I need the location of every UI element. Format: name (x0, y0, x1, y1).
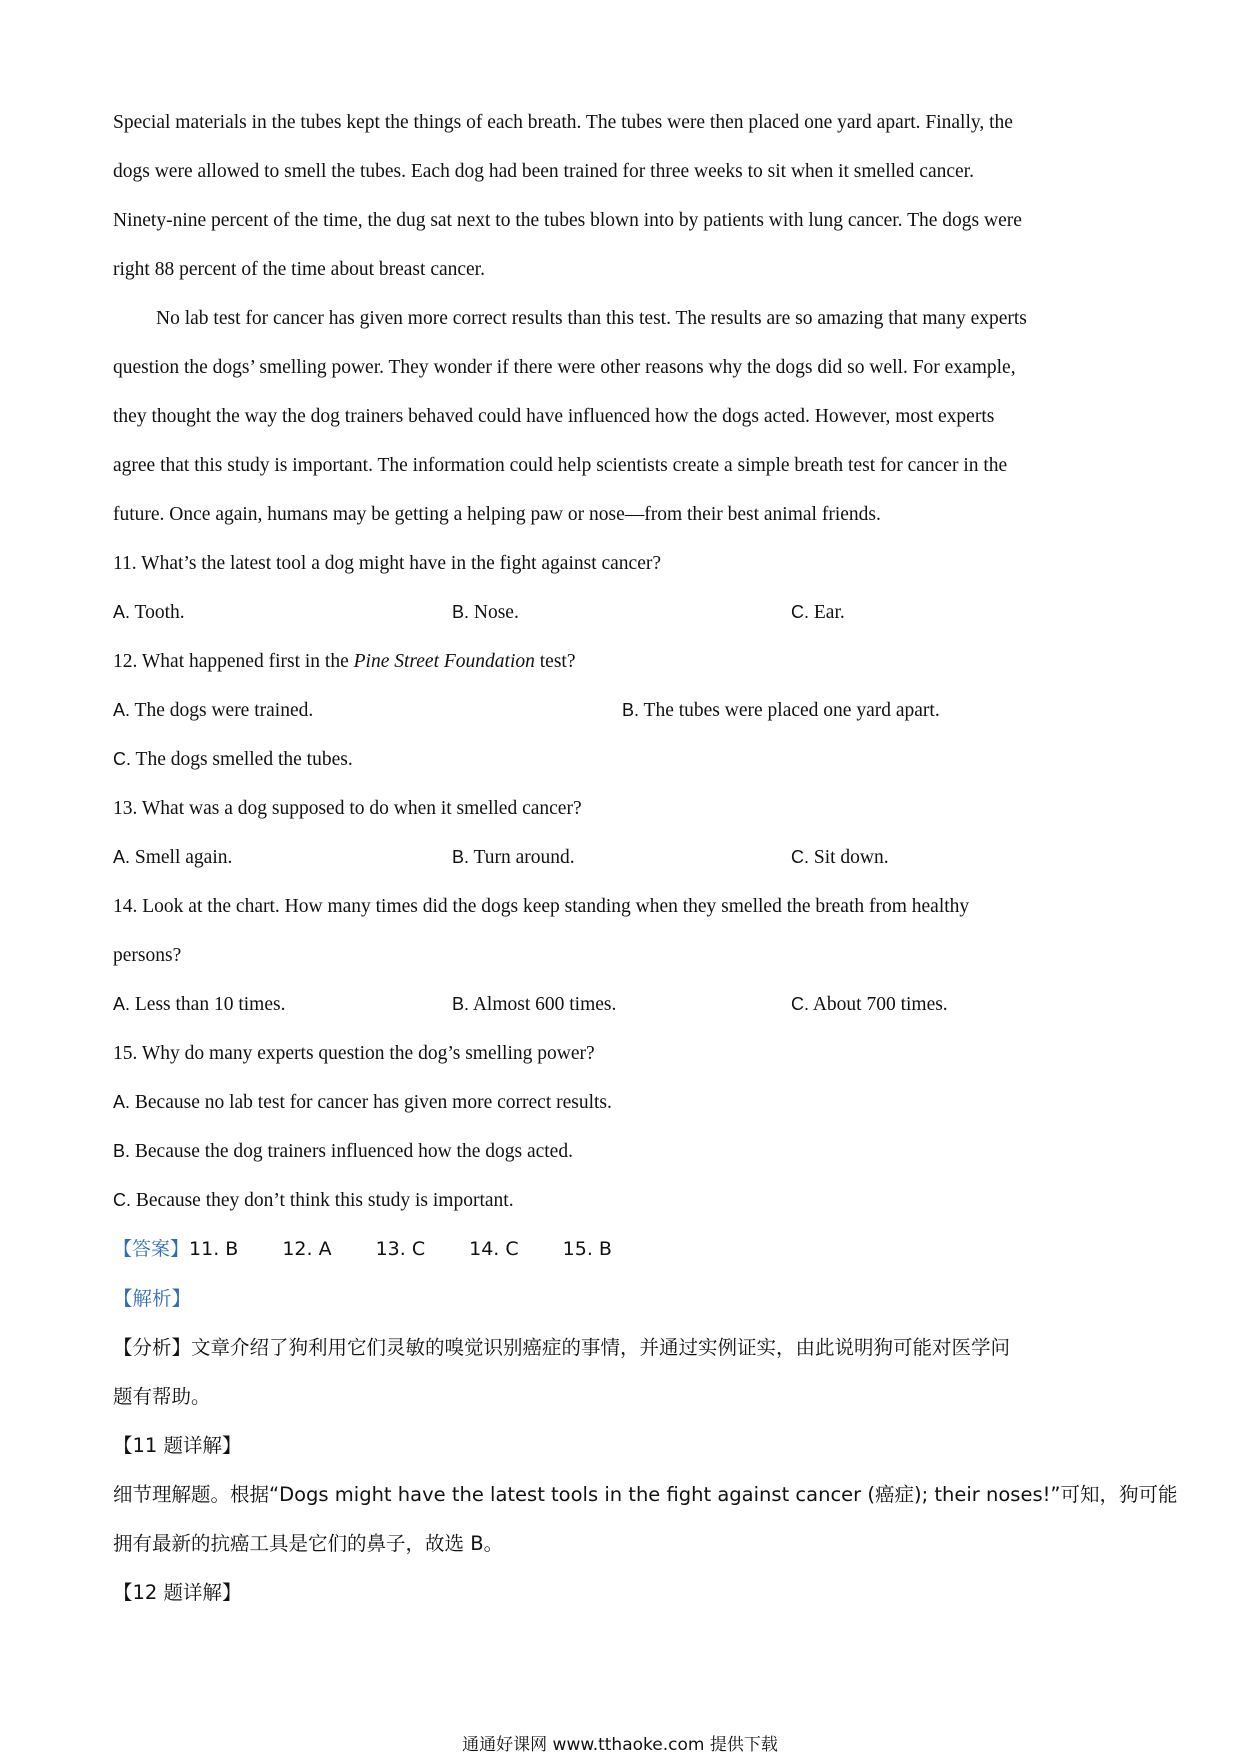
analysis-summary-continued: 题有帮助。 (113, 1385, 211, 1408)
option-a: A. Because no lab test for cancer has given more correct results. (113, 1092, 612, 1113)
q11-detail: 细节理解题。根据“Dogs might have the latest tools in the fight against cancer (癌症); their noses!”可知，狗可能 (113, 1483, 1178, 1506)
option-c: C. The dogs smelled the tubes. (113, 749, 353, 770)
passage-line: Ninety-nine percent of the time, the dug sat next to the tubes blown into by patients with lung cancer. The dogs were (113, 210, 1022, 231)
q11-detail-heading: 【11 题详解】 (113, 1434, 242, 1457)
foundation-name: Pine Street Foundation (353, 651, 535, 672)
question-stem: 12. What happened first in the Pine Street Foundation test? (113, 651, 576, 672)
document-body (113, 98, 1178, 1617)
answer-item: 13. C (375, 1238, 426, 1260)
passage-line: No lab test for cancer has given more correct results than this test. The results are so amazing that many experts (156, 308, 1027, 329)
option-c: C. About 700 times. (791, 994, 948, 1015)
passage-line: they thought the way the dog trainers behaved could have influenced how the dogs acted. However, most experts (113, 406, 995, 427)
question-stem-continued: persons? (113, 945, 182, 966)
answer-item: 14. C (469, 1238, 519, 1260)
analysis-heading: 【解析】 (113, 1287, 192, 1310)
question-14 (113, 882, 1133, 1029)
question-12 (113, 637, 1133, 784)
question-stem: 15. Why do many experts question the dog’s smelling power? (113, 1043, 595, 1064)
question-stem: 14. Look at the chart. How many times did the dogs keep standing when they smelled the breath from healthy (113, 896, 970, 917)
answer-item: 15. B (562, 1238, 612, 1260)
passage-line: dogs were allowed to smell the tubes. Each dog had been trained for three weeks to sit when it smelled cancer. (113, 161, 974, 182)
answer-row (113, 1225, 1133, 1274)
option-row (113, 980, 1133, 1029)
question-stem: 13. What was a dog supposed to do when it smelled cancer? (113, 798, 582, 819)
passage-line: question the dogs’ smelling power. They wonder if there were other reasons why the dogs did so well. For example, (113, 357, 1016, 378)
option-b: B. Turn around. (452, 847, 575, 868)
passage-paragraph-1 (113, 98, 1133, 294)
option-c: C. Sit down. (791, 847, 889, 868)
passage-paragraph-2 (113, 294, 1133, 539)
option-row (113, 588, 1133, 637)
option-a: A. Less than 10 times. (113, 994, 286, 1015)
option-a: A. Smell again. (113, 847, 233, 868)
q11-detail-continued: 拥有最新的抗癌工具是它们的鼻子，故选 B。 (113, 1532, 504, 1555)
option-row (113, 686, 1133, 735)
option-c: C. Ear. (791, 602, 845, 623)
question-15 (113, 1029, 1133, 1225)
option-b: B. The tubes were placed one yard apart. (622, 700, 940, 721)
question-13 (113, 784, 1133, 882)
analysis-summary: 【分析】文章介绍了狗利用它们灵敏的嗅觉识别癌症的事情，并通过实例证实，由此说明狗可能对医学问 (113, 1336, 1011, 1359)
passage-line: right 88 percent of the time about breast cancer. (113, 259, 485, 280)
answer-item: 11. B (189, 1238, 239, 1260)
option-a: A. The dogs were trained. (113, 700, 314, 721)
option-c: C. Because they don’t think this study is important. (113, 1190, 514, 1211)
passage-line: agree that this study is important. The information could help scientists create a simple breath test for cancer in the (113, 455, 1008, 476)
page-footer: 通通好课网 www.tthaoke.com 提供下载 (462, 1735, 778, 1755)
answer-item: 12. A (282, 1238, 332, 1260)
option-b: B. Nose. (452, 602, 519, 623)
option-row (113, 833, 1133, 882)
question-stem: 11. What’s the latest tool a dog might have in the fight against cancer? (113, 553, 662, 574)
passage-line: future. Once again, humans may be getting a helping paw or nose—from their best animal friends. (113, 504, 881, 525)
q12-detail-heading: 【12 题详解】 (113, 1581, 242, 1604)
option-b: B. Almost 600 times. (452, 994, 617, 1015)
option-row (113, 735, 1133, 784)
option-b: B. Because the dog trainers influenced how the dogs acted. (113, 1141, 573, 1162)
passage-line: Special materials in the tubes kept the things of each breath. The tubes were then placed one yard apart. Finally, the (113, 112, 1013, 133)
option-a: A. Tooth. (113, 602, 185, 623)
answer-heading: 【答案】 (113, 1238, 190, 1260)
question-11 (113, 539, 1133, 637)
